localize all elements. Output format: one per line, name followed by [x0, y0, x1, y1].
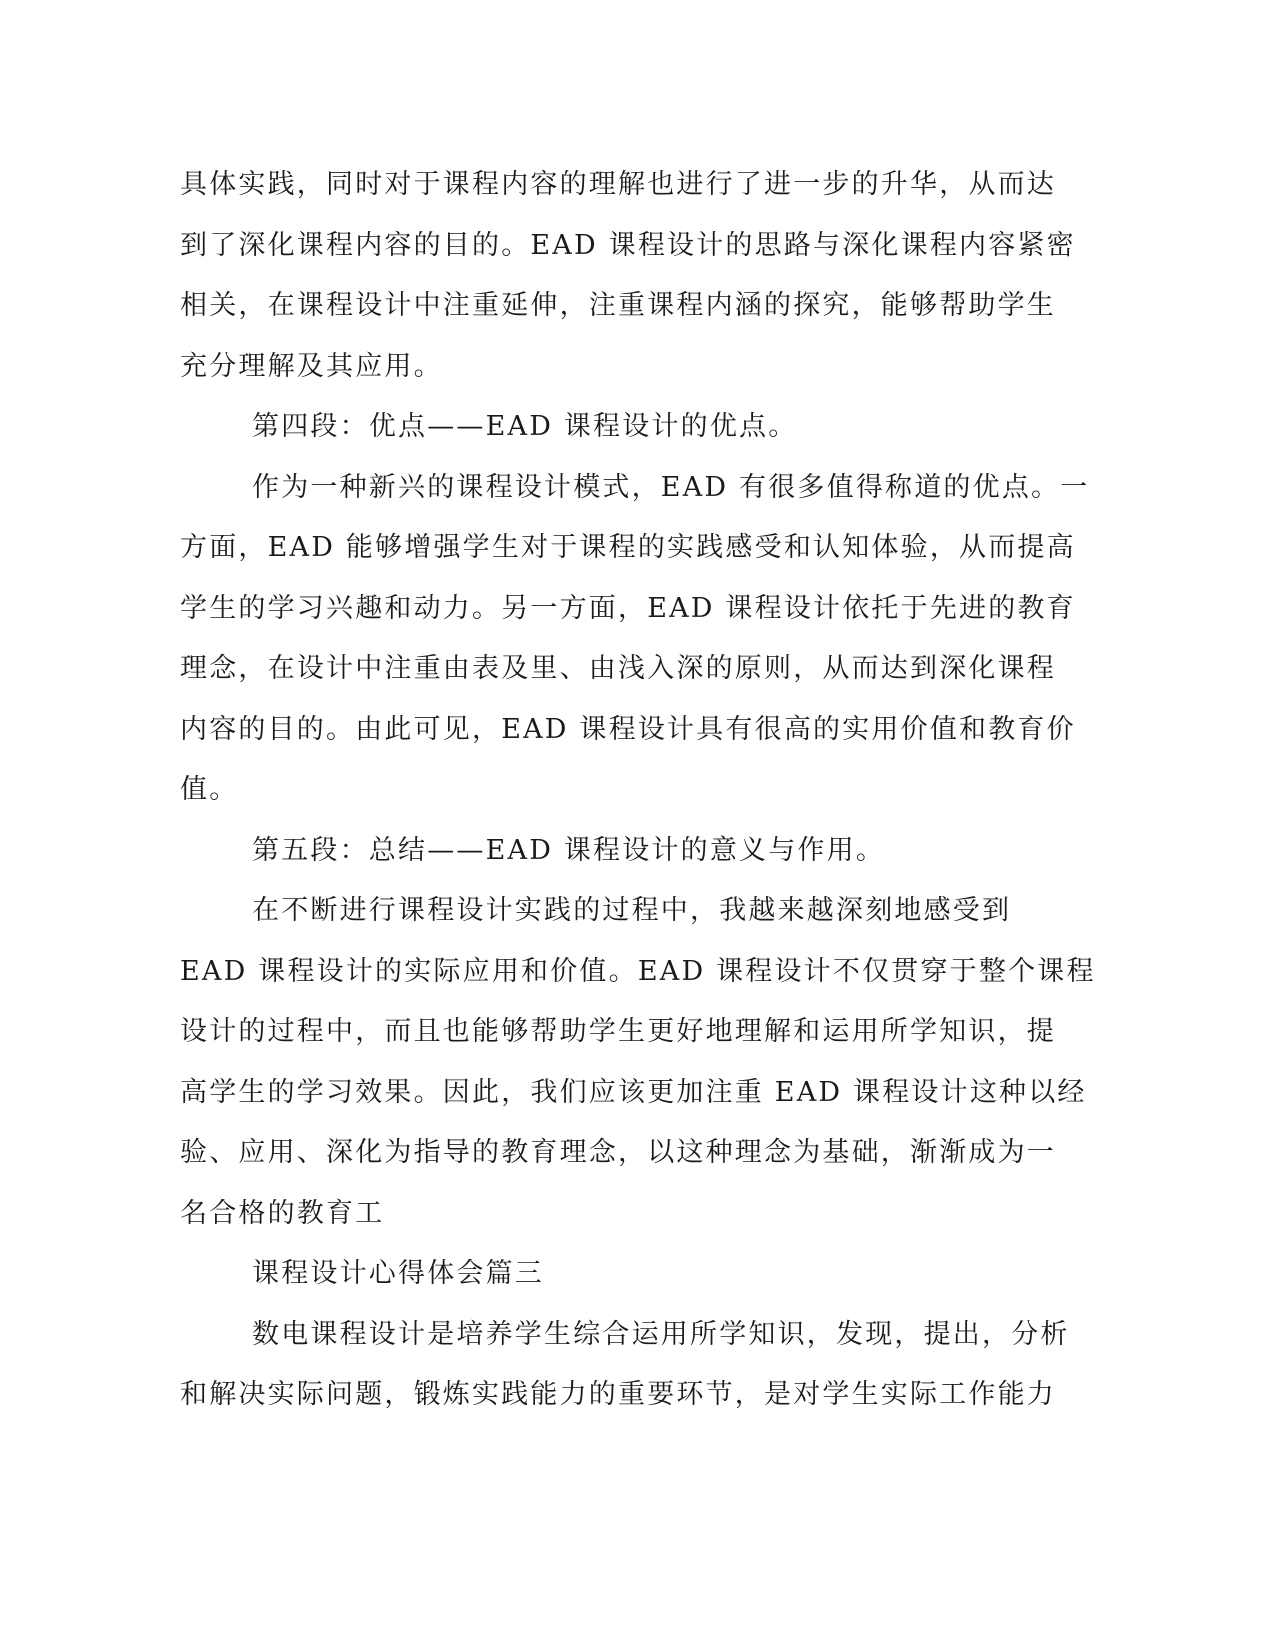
text-line: 内容的目的。由此可见，EAD 课程设计具有很高的实用价值和教育价: [180, 713, 1076, 745]
text-line: 和解决实际问题，锻炼实践能力的重要环节，是对学生实际工作能力: [180, 1379, 1056, 1410]
section-heading-4: 第四段：优点——EAD 课程设计的优点。: [252, 411, 798, 442]
text-line: 设计的过程中，而且也能够帮助学生更好地理解和运用所学知识，提: [180, 1016, 1056, 1047]
section-heading-5: 第五段：总结——EAD 课程设计的意义与作用。: [252, 834, 886, 866]
text-line: 数电课程设计是培养学生综合运用所学知识，发现，提出，分析: [252, 1318, 1070, 1350]
text-line: 验、应用、深化为指导的教育理念，以这种理念为基础，渐渐成为一: [180, 1137, 1056, 1168]
text-line: 理念，在设计中注重由表及里、由浅入深的原则，从而达到深化课程: [180, 653, 1056, 684]
text-line: 名合格的教育工: [180, 1197, 385, 1229]
text-line: 具体实践，同时对于课程内容的理解也进行了进一步的升华，从而达: [180, 169, 1056, 200]
text-line: 值。: [180, 774, 239, 805]
document-body: [180, 155, 1096, 1426]
text-line: 在不断进行课程设计实践的过程中，我越来越深刻地感受到: [252, 895, 1012, 926]
chapter-heading: 课程设计心得体会篇三: [252, 1258, 544, 1289]
text-line: 学生的学习兴趣和动力。另一方面，EAD 课程设计依托于先进的教育: [180, 592, 1076, 624]
text-line: 相关，在课程设计中注重延伸，注重课程内涵的探究，能够帮助学生: [180, 290, 1056, 321]
text-line: 方面，EAD 能够增强学生对于课程的实践感受和认知体验，从而提高: [180, 532, 1076, 563]
text-line: 作为一种新兴的课程设计模式，EAD 有很多值得称道的优点。一: [252, 471, 1090, 503]
text-line: 到了深化课程内容的目的。EAD 课程设计的思路与深化课程内容紧密: [180, 229, 1076, 261]
text-line: EAD 课程设计的实际应用和价值。EAD 课程设计不仅贯穿于整个课程: [180, 955, 1096, 987]
text-line: 充分理解及其应用。: [180, 350, 443, 382]
text-line: 高学生的学习效果。因此，我们应该更加注重 EAD 课程设计这种以经: [180, 1076, 1087, 1108]
